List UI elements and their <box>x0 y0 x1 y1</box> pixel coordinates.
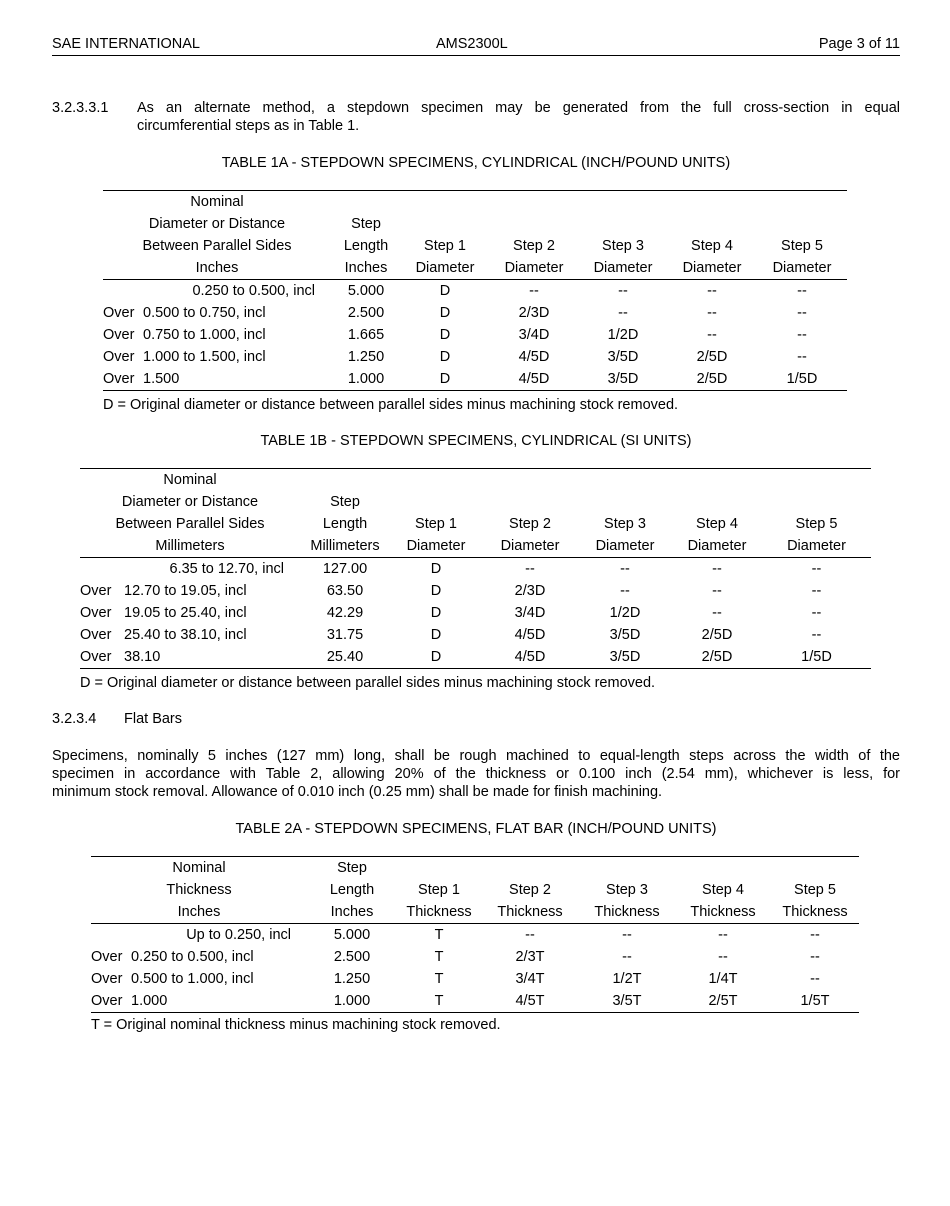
table-1a <box>103 190 847 391</box>
row-qualifier: Over <box>103 349 135 365</box>
table-cell: 1.000 <box>331 368 401 391</box>
header-document-id: AMS2300L <box>436 36 508 52</box>
row-range: 0.500 to 0.750, incl <box>143 305 266 321</box>
table-2a-body <box>91 924 859 1013</box>
table-header-cell: Step 2 <box>513 238 555 254</box>
section-title-flat-bars: Flat Bars <box>124 711 183 727</box>
table-cell: 2/3T <box>515 949 545 965</box>
para-line: minimum stock removal. Allowance of 0.010 inch (0.25 mm) shall be made for finish machining. <box>52 784 663 800</box>
table-cell: 3/5D <box>609 627 641 643</box>
table-header-cell: Millimeters <box>80 535 300 558</box>
header-page-number: Page 3 of 11 <box>818 36 900 52</box>
table-header-cell: Diameter <box>762 535 871 558</box>
table-cell: 3/5D <box>578 646 672 669</box>
para-line: specimen in accordance with Table 2, allowing 20% of the thickness or 0.100 inch (2.54 mm), whichever is less, for <box>52 766 900 782</box>
table-cell: -- <box>620 561 630 577</box>
table-header-cell: Diameter <box>482 535 578 558</box>
table-1b-body <box>80 558 871 669</box>
table-cell: 3/5T <box>579 990 675 1013</box>
page-header <box>52 35 900 56</box>
row-qualifier: Over <box>80 646 120 669</box>
table-cell: -- <box>797 305 807 321</box>
table-header-cell: Step 5 <box>794 882 836 898</box>
table-header-cell: Step 2 <box>509 882 551 898</box>
row-qualifier: Over <box>103 368 139 391</box>
table-header-cell: Between Parallel Sides <box>142 238 292 254</box>
table-cell: -- <box>811 583 822 599</box>
table-header-cell: Step 1 <box>415 516 457 532</box>
table-header-cell: Step 3 <box>606 882 648 898</box>
table-2a-caption: TABLE 2A - STEPDOWN SPECIMENS, FLAT BAR (INCH/POUND UNITS) <box>235 821 717 837</box>
table-row <box>103 324 847 346</box>
table-1a-caption: TABLE 1A - STEPDOWN SPECIMENS, CYLINDRICAL (INCH/POUND UNITS) <box>221 155 731 171</box>
table-header-cell: Step 3 <box>602 238 644 254</box>
table-cell: 2.500 <box>333 949 371 965</box>
row-range: 38.10 <box>120 646 300 669</box>
table-header-cell: Inches <box>331 257 401 280</box>
table-header-cell: Diameter <box>757 257 847 280</box>
table-cell: -- <box>797 349 807 365</box>
table-row <box>80 558 871 581</box>
table-row <box>91 990 859 1013</box>
table-cell: 3/5D <box>607 349 639 365</box>
table-2a-note: T = Original nominal thickness minus machining stock removed. <box>91 1017 501 1033</box>
table-header-cell: Diameter <box>667 257 757 280</box>
table-cell: -- <box>797 283 807 299</box>
table-cell: 2/5T <box>675 990 771 1013</box>
row-qualifier <box>91 924 127 947</box>
table-cell: 3/5D <box>579 368 667 391</box>
table-cell: 1/5D <box>757 368 847 391</box>
table-cell: 5.000 <box>347 283 385 299</box>
table-header-cell: Between Parallel Sides <box>115 516 265 532</box>
table-cell: T <box>434 949 444 965</box>
table-header-cell: Step 4 <box>691 238 733 254</box>
table-cell: 2/5D <box>696 349 728 365</box>
table-cell: D <box>439 327 451 343</box>
row-range: 0.250 to 0.500, incl <box>192 283 315 299</box>
table-cell: 4/5D <box>518 349 550 365</box>
row-range: 0.500 to 1.000, incl <box>131 971 254 987</box>
table-cell: 25.40 <box>300 646 390 669</box>
row-range: 19.05 to 25.40, incl <box>124 605 247 621</box>
table-cell: -- <box>618 283 628 299</box>
table-row <box>91 946 859 968</box>
table-cell: -- <box>810 949 820 965</box>
table-row <box>103 368 847 391</box>
table-cell: -- <box>810 927 820 943</box>
table-cell: -- <box>618 305 628 321</box>
table-cell: 1/2D <box>607 327 639 343</box>
table-cell: 3/4T <box>515 971 545 987</box>
table-header-cell: Step 2 <box>509 516 551 532</box>
table-header-cell: Diameter <box>672 535 762 558</box>
table-header-cell: Diameter <box>390 535 482 558</box>
table-cell: -- <box>811 561 822 577</box>
table-header-cell: Millimeters <box>300 535 390 558</box>
table-cell: 4/5D <box>489 368 579 391</box>
table-cell: 1/5D <box>762 646 871 669</box>
row-qualifier: Over <box>80 605 112 621</box>
table-cell: T <box>434 971 444 987</box>
table-cell: -- <box>811 605 822 621</box>
table-cell: 1.250 <box>347 349 385 365</box>
table-cell: -- <box>525 927 535 943</box>
table-cell: -- <box>712 583 722 599</box>
para-3-2-3-4 <box>52 747 900 801</box>
table-header-cell: Thickness <box>481 901 579 924</box>
row-range: 1.000 to 1.500, incl <box>143 349 266 365</box>
table-cell: 3/4D <box>514 605 546 621</box>
table-cell: -- <box>622 949 632 965</box>
row-range: 0.750 to 1.000, incl <box>143 327 266 343</box>
table-cell: 2/3D <box>514 583 546 599</box>
table-header-cell: Diameter or Distance <box>121 494 259 510</box>
table-row <box>91 924 859 947</box>
para-line: As an alternate method, a stepdown specimen may be generated from the full cross-section in equal <box>137 100 900 116</box>
table-row <box>103 280 847 303</box>
table-header-cell: Inches <box>307 901 397 924</box>
row-qualifier: Over <box>80 583 112 599</box>
table-cell: D <box>430 561 442 577</box>
table-header-cell: Step <box>307 857 397 880</box>
section-number-3-2-3-4: 3.2.3.4 <box>52 711 97 727</box>
table-cell: 42.29 <box>326 605 364 621</box>
table-row <box>103 302 847 324</box>
row-qualifier <box>103 280 139 303</box>
para-number-3-2-3-3-1: 3.2.3.3.1 <box>52 100 109 116</box>
table-header-cell: Inches <box>103 257 331 280</box>
table-header-cell: Thickness <box>771 901 859 924</box>
table-header-cell: Step 1 <box>418 882 460 898</box>
row-qualifier: Over <box>103 305 135 321</box>
table-cell: 1/2T <box>612 971 642 987</box>
table-cell: D <box>439 283 451 299</box>
table-1b-caption: TABLE 1B - STEPDOWN SPECIMENS, CYLINDRICAL (SI UNITS) <box>260 433 692 449</box>
table-header-cell: Diameter <box>578 535 672 558</box>
table-cell: -- <box>525 561 535 577</box>
row-qualifier: Over <box>91 949 123 965</box>
table-cell: 1.000 <box>307 990 397 1013</box>
table-cell: -- <box>712 561 722 577</box>
row-qualifier: Over <box>103 327 135 343</box>
row-range: 25.40 to 38.10, incl <box>124 627 247 643</box>
table-cell: 1/4T <box>708 971 738 987</box>
table-cell: 1.665 <box>347 327 385 343</box>
table-cell: D <box>439 305 451 321</box>
table-cell: 1.250 <box>333 971 371 987</box>
table-cell: 2/3D <box>518 305 550 321</box>
table-header-cell: Length <box>322 516 368 532</box>
table-cell: 2/5D <box>672 646 762 669</box>
table-cell: 4/5T <box>481 990 579 1013</box>
table-header-cell: Length <box>329 882 375 898</box>
table-header-cell: Step 3 <box>604 516 646 532</box>
row-range: 12.70 to 19.05, incl <box>124 583 247 599</box>
table-row <box>80 646 871 669</box>
table-cell: 1/5T <box>771 990 859 1013</box>
table-cell: 31.75 <box>326 627 364 643</box>
table-cell: 127.00 <box>322 561 368 577</box>
table-cell: D <box>430 605 442 621</box>
table-row <box>103 346 847 368</box>
table-header-cell: Diameter <box>579 257 667 280</box>
table-header-cell: Thickness <box>675 901 771 924</box>
table-row <box>80 624 871 646</box>
table-cell: -- <box>529 283 539 299</box>
table-cell: 1/2D <box>609 605 641 621</box>
table-cell: 4/5D <box>482 646 578 669</box>
table-cell: -- <box>811 627 822 643</box>
row-qualifier: Over <box>91 971 123 987</box>
table-header-cell: Diameter or Distance <box>148 216 286 232</box>
table-header-cell: Inches <box>91 901 307 924</box>
table-cell: -- <box>620 583 630 599</box>
table-cell: 63.50 <box>326 583 364 599</box>
table-header-cell: Step <box>351 216 381 232</box>
table-header-cell: Nominal <box>103 191 331 214</box>
table-row <box>91 968 859 990</box>
table-cell: 5.000 <box>333 927 371 943</box>
table-cell: 4/5D <box>514 627 546 643</box>
table-row <box>80 580 871 602</box>
table-cell: 2.500 <box>347 305 385 321</box>
table-header-cell: Step 1 <box>424 238 466 254</box>
header-organization: SAE INTERNATIONAL <box>52 36 200 52</box>
table-cell: -- <box>712 605 722 621</box>
row-range: 1.500 <box>139 368 331 391</box>
table-header-cell: Length <box>343 238 389 254</box>
table-header-cell: Thickness <box>397 901 481 924</box>
table-row <box>80 602 871 624</box>
row-range: 6.35 to 12.70, incl <box>169 561 284 577</box>
table-cell: D <box>430 583 442 599</box>
table-cell: -- <box>707 283 717 299</box>
table-1b-note: D = Original diameter or distance between parallel sides minus machining stock removed. <box>80 675 656 691</box>
table-cell: D <box>401 368 489 391</box>
table-cell: 2/5D <box>667 368 757 391</box>
table-cell: 3/4D <box>518 327 550 343</box>
table-1a-note: D = Original diameter or distance between parallel sides minus machining stock removed. <box>103 397 679 413</box>
table-cell: -- <box>797 327 807 343</box>
table-cell: -- <box>718 927 728 943</box>
para-line: Specimens, nominally 5 inches (127 mm) long, shall be rough machined to equal-length steps across the width of the <box>52 748 900 764</box>
table-header-cell: Step 5 <box>781 238 823 254</box>
table-1a-body <box>103 280 847 391</box>
table-cell: -- <box>707 305 717 321</box>
table-cell: -- <box>707 327 717 343</box>
table-cell: -- <box>810 971 820 987</box>
table-cell: -- <box>622 927 632 943</box>
table-header-cell: Step <box>330 494 360 510</box>
table-cell: D <box>390 646 482 669</box>
table-header-cell: Step 4 <box>696 516 738 532</box>
table-header-cell: Step 5 <box>795 516 838 532</box>
table-cell: -- <box>718 949 728 965</box>
row-qualifier: Over <box>80 627 112 643</box>
table-cell: 2/5D <box>701 627 733 643</box>
table-cell: T <box>434 927 444 943</box>
row-qualifier: Over <box>91 990 127 1013</box>
row-range: 1.000 <box>127 990 307 1013</box>
row-range: Up to 0.250, incl <box>186 927 291 943</box>
row-range: 0.250 to 0.500, incl <box>131 949 254 965</box>
table-1b <box>80 468 871 669</box>
para-line: circumferential steps as in Table 1. <box>137 118 360 134</box>
table-header-cell: Step 4 <box>702 882 744 898</box>
table-header-cell: Thickness <box>166 882 232 898</box>
table-header-cell: Thickness <box>579 901 675 924</box>
table-header-cell: Nominal <box>91 857 307 880</box>
para-3-2-3-3-1 <box>137 99 900 135</box>
table-cell: D <box>439 349 451 365</box>
row-qualifier <box>80 558 120 581</box>
table-2a <box>91 856 859 1013</box>
table-cell: T <box>397 990 481 1013</box>
table-header-cell: Diameter <box>489 257 579 280</box>
table-header-cell: Nominal <box>80 469 300 492</box>
table-header-cell: Diameter <box>401 257 489 280</box>
table-cell: D <box>430 627 442 643</box>
